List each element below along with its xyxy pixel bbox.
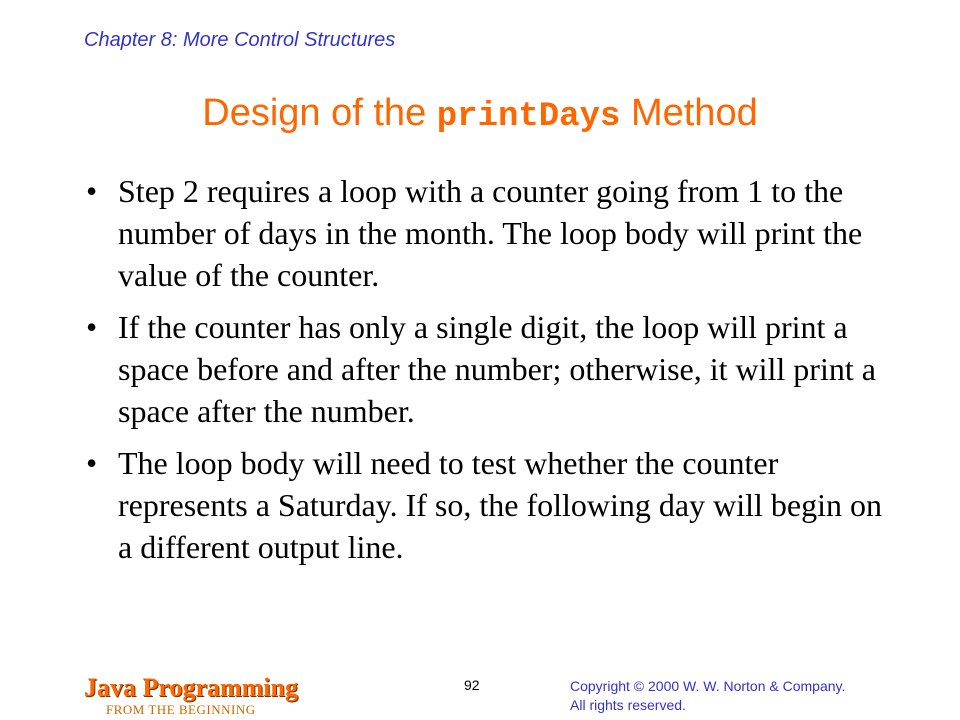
bullet-icon: • (86, 173, 98, 209)
copyright-line-1: Copyright © 2000 W. W. Norton & Company. (570, 678, 846, 694)
bullet-text: Step 2 requires a loop with a counter going from 1 to the number of days in the month. The loop body will print the value of the counter. (118, 173, 863, 293)
book-logo (84, 674, 324, 718)
page-number: 92 (464, 677, 480, 693)
bullet-list (84, 170, 884, 578)
bullet-icon: • (86, 309, 98, 345)
bullet-item (84, 442, 884, 568)
chapter-header: Chapter 8: More Control Structures (84, 29, 396, 51)
slide-title (0, 92, 960, 136)
bullet-text: The loop body will need to test whether the counter represents a Saturday. If so, the following day will begin on a different output line. (118, 445, 882, 565)
title-suffix: Method (620, 92, 758, 134)
bullet-item (84, 170, 884, 296)
bullet-item (84, 306, 884, 432)
copyright-notice (570, 677, 910, 715)
logo-subtitle: FROM THE BEGINNING (106, 702, 256, 717)
logo-title: Java Programming (84, 673, 298, 702)
bullet-icon: • (86, 445, 98, 481)
copyright-line-2: All rights reserved. (570, 697, 686, 713)
title-prefix: Design of the (202, 92, 437, 134)
title-code: printDays (436, 98, 621, 136)
bullet-text: If the counter has only a single digit, the loop will print a space before and after the number; otherwise, it will print a space after the number. (118, 309, 876, 429)
